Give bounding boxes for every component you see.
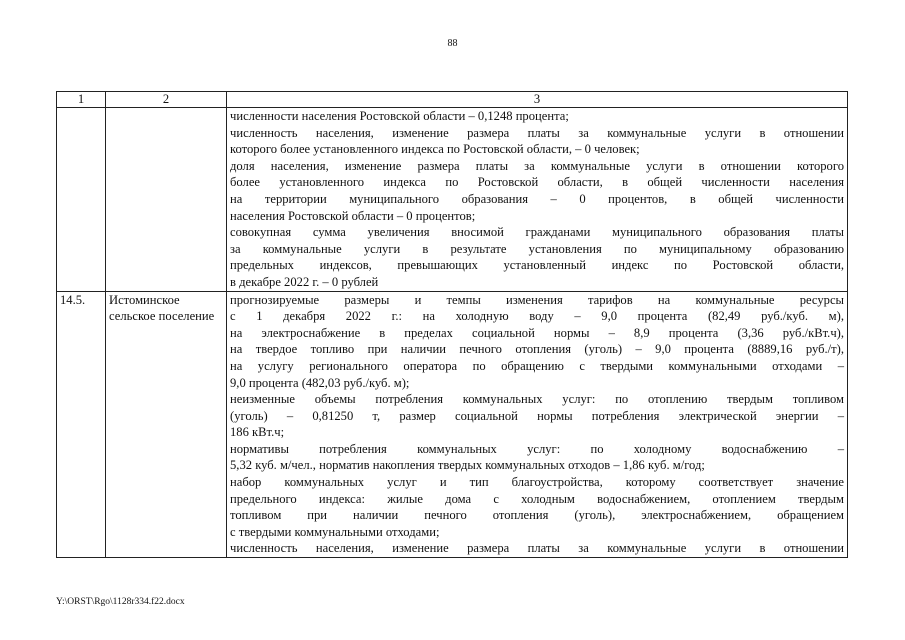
text-line: совокупная сумма увеличения вносимой гражданами муниципального образования платы: [230, 225, 844, 240]
page-number: 88: [447, 38, 458, 49]
text-line: численности населения Ростовской области – 0,1248 процента;: [230, 109, 569, 123]
text-line: 9,0 процента (482,03 руб./куб. м);: [230, 375, 410, 390]
header-col-1: 1: [57, 92, 106, 108]
settlement-cell: [106, 108, 227, 292]
text-line: доля населения, изменение размера платы за коммунальные услуги в отношении которого: [230, 158, 844, 173]
text-line: на услугу регионального оператора по обращению с твердыми коммунальными отходами –: [230, 358, 844, 373]
header-col-3: 3: [227, 92, 848, 108]
row-number-cell: [57, 108, 106, 292]
text-line: за коммунальные услуги в результате установления по муниципальному образованию: [230, 241, 844, 256]
table-header-row: [57, 92, 848, 108]
table-row-14-5: [57, 291, 848, 558]
table-row-continued: [57, 108, 848, 292]
text-line: численность населения, изменение размера платы за коммунальные услуги в отношении: [230, 125, 844, 140]
text-line: предельного индекса: жилые дома с холодным водоснабжением, отоплением твердым: [230, 491, 844, 506]
text-line: с твердыми коммунальными отходами;: [230, 524, 440, 539]
description-cell: [227, 108, 848, 292]
text-line: 186 кВт.ч;: [230, 425, 285, 440]
text-line: численность населения, изменение размера платы за коммунальные услуги в отношении: [230, 541, 844, 556]
settlement-cell: Истоминское сельское поселение: [106, 291, 227, 558]
text-line: на электроснабжение в пределах социальной нормы – 8,9 процента (3,36 руб./кВт.ч),: [230, 325, 844, 340]
header-col-2: 2: [106, 92, 227, 108]
text-line: набор коммунальных услуг и тип благоустройства, которому соответствует значение: [230, 475, 844, 490]
description-cell: [227, 291, 848, 558]
text-line: которого более установленного индекса по Ростовской области, – 0 человек;: [230, 142, 640, 157]
tariff-table: [56, 91, 848, 558]
text-line: прогнозируемые размеры и темпы изменения тарифов на коммунальные ресурсы: [230, 292, 844, 307]
text-line: топливом при наличии печного отопления (уголь), электроснабжением, обращением: [230, 508, 844, 523]
text-line: на территории муниципального образования – 0 процентов, в общей численности: [230, 191, 844, 206]
text-line: нормативы потребления коммунальных услуг: по холодному водоснабжению –: [230, 441, 844, 456]
row-number-cell: 14.5.: [57, 291, 106, 558]
text-line: в декабре 2022 г. – 0 рублей: [230, 274, 379, 289]
text-line: предельных индексов, превышающих установленный индекс по Ростовской области,: [230, 258, 844, 273]
text-line: на твердое топливо при наличии печного отопления (уголь) – 9,0 процента (8889,16 руб./т),: [230, 342, 844, 357]
text-line: населения Ростовской области – 0 процентов;: [230, 208, 476, 223]
document-file-path: Y:\ORST\Rgo\1128r334.f22.docx: [56, 597, 185, 607]
text-line: (уголь) – 0,81250 т, размер социальной нормы потребления электрической энергии –: [230, 408, 844, 423]
text-line: 5,32 куб. м/чел., норматив накопления твердых коммунальных отходов – 1,86 куб. м/год;: [230, 458, 705, 473]
text-line: более установленного индекса по Ростовской области, в общей численности населения: [230, 175, 844, 190]
text-line: неизменные объемы потребления коммунальных услуг: по отоплению твердым топливом: [230, 392, 844, 407]
text-line: с 1 декабря 2022 г.: на холодную воду – 9,0 процента (82,49 руб./куб. м),: [230, 309, 844, 324]
